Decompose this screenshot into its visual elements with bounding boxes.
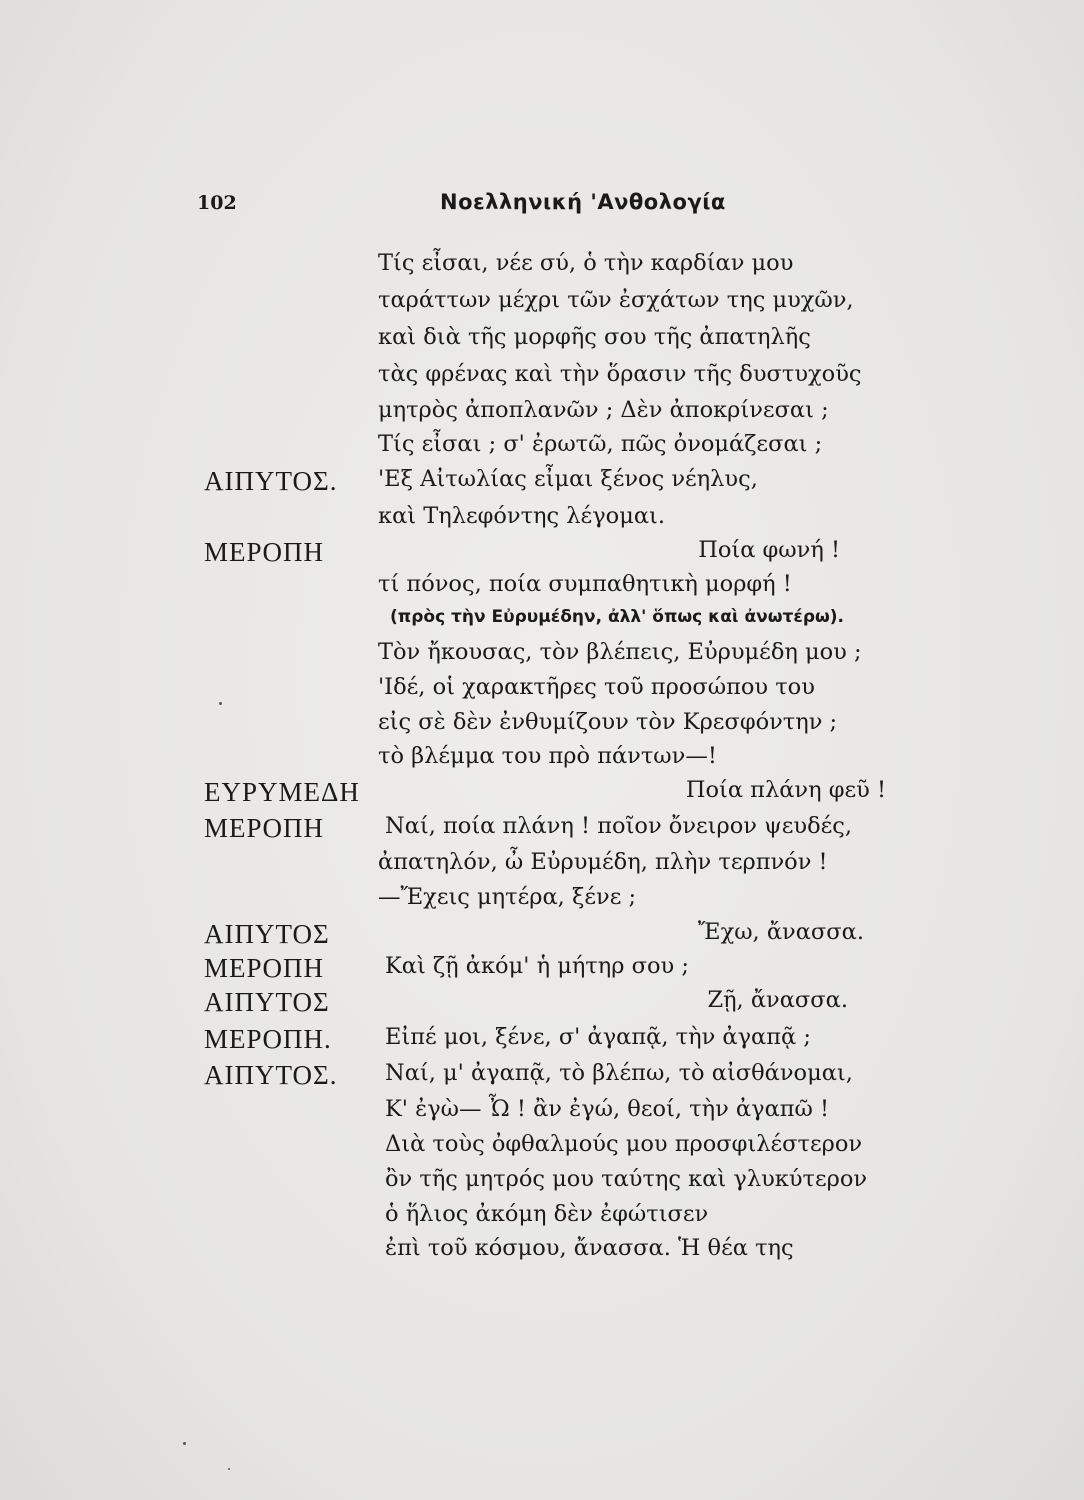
verse-line bbox=[0, 639, 1084, 673]
verse-line bbox=[0, 466, 1084, 500]
verse-text: καὶ Τηλεφόντης λέγομαι. bbox=[378, 503, 665, 529]
speaker-name: ΜΕΡΟΠΗ bbox=[204, 813, 325, 843]
speaker-name: ΕΥΡΥΜΕΔΗ bbox=[204, 777, 360, 807]
print-speck bbox=[219, 702, 222, 705]
verse-text: ὁ ἥλιος ἀκόμη δὲν ἐφώτισεν bbox=[385, 1201, 709, 1227]
speaker-name: ΜΕΡΟΠΗ. bbox=[204, 1024, 332, 1054]
speaker-name: ΑΙΠΥΤΟΣ bbox=[204, 987, 330, 1017]
verse-text: τί πόνος, ποία συμπαθητικὴ μορφή ! bbox=[378, 571, 792, 597]
verse-line bbox=[0, 571, 1084, 605]
verse-text: Τίς εἶσαι, νέε σύ, ὁ τὴν καρδίαν μου bbox=[378, 250, 794, 276]
print-speck bbox=[228, 1468, 230, 1470]
verse-text: ταράττων μέχρι τῶν ἐσχάτων της μυχῶν, bbox=[378, 287, 854, 313]
verse-text: καὶ διὰ τῆς μορφῆς σου τῆς ἀπατηλῆς bbox=[378, 324, 811, 350]
verse-line bbox=[0, 813, 1084, 847]
verse-text: τὸ βλέμμα του πρὸ πάντων—! bbox=[378, 743, 717, 769]
verse-text: τὰς φρένας καὶ τὴν ὅρασιν τῆς δυστυχοῦς bbox=[378, 361, 862, 387]
verse-text: Ποία φωνή ! bbox=[698, 537, 840, 563]
verse-line bbox=[0, 324, 1084, 358]
verse-line bbox=[0, 953, 1084, 987]
stage-direction-line bbox=[0, 603, 1084, 637]
speaker-name: ΜΕΡΟΠΗ bbox=[204, 953, 325, 983]
verse-text: Ζῇ, ἄνασσα. bbox=[707, 987, 848, 1013]
verse-line bbox=[0, 1201, 1084, 1235]
verse-line bbox=[0, 1131, 1084, 1165]
verse-text: Κ' ἐγὼ— Ὦ ! ἂν ἐγώ, θεοί, τὴν ἀγαπῶ ! bbox=[385, 1096, 830, 1122]
verse-line bbox=[0, 919, 1084, 953]
verse-text: Ναί, μ' ἀγαπᾷ, τὸ βλέπω, τὸ αἰσθάνομαι, bbox=[385, 1060, 853, 1086]
verse-line bbox=[0, 987, 1084, 1021]
running-title: Νοελληνική 'Ανθολογία bbox=[440, 190, 726, 214]
page-header bbox=[0, 190, 1084, 220]
verse-line bbox=[0, 503, 1084, 537]
verse-text: 'Ιδέ, οἱ χαρακτῆρες τοῦ προσώπου του bbox=[378, 674, 815, 700]
speaker-name: ΑΙΠΥΤΟΣ bbox=[204, 919, 330, 949]
verse-line bbox=[0, 884, 1084, 918]
verse-line bbox=[0, 250, 1084, 284]
verse-line bbox=[0, 674, 1084, 708]
verse-text: 'Εξ Αἰτωλίας εἶμαι ξένος νέηλυς, bbox=[378, 466, 758, 492]
verse-line bbox=[0, 743, 1084, 777]
verse-line bbox=[0, 709, 1084, 743]
verse-text: ἀπατηλόν, ὦ Εὐρυμέδη, πλὴν τερπνόν ! bbox=[378, 849, 828, 875]
page-number: 102 bbox=[197, 192, 237, 214]
verse-line bbox=[0, 1096, 1084, 1130]
verse-text: Καὶ ζῇ ἀκόμ' ἡ μήτηρ σου ; bbox=[385, 953, 689, 979]
verse-text: Ναί, ποία πλάνη ! ποῖον ὄνειρον ψευδές, bbox=[385, 813, 853, 839]
speaker-name: ΑΙΠΥΤΟΣ. bbox=[204, 466, 338, 496]
verse-line bbox=[0, 431, 1084, 465]
verse-line bbox=[0, 777, 1084, 811]
verse-text: εἰς σὲ δὲν ἐνθυμίζουν τὸν Κρεσφόντην ; bbox=[378, 709, 838, 735]
verse-text: Ἔχω, ἄνασσα. bbox=[697, 919, 864, 945]
verse-line bbox=[0, 1166, 1084, 1200]
verse-text: ἐπὶ τοῦ κόσμου, ἄνασσα. Ἡ θέα της bbox=[385, 1235, 794, 1261]
verse-line bbox=[0, 537, 1084, 571]
speaker-name: ΑΙΠΥΤΟΣ. bbox=[204, 1060, 338, 1090]
verse-text: Διὰ τοὺς ὀφθαλμούς μου προσφιλέστερον bbox=[385, 1131, 863, 1157]
verse-line bbox=[0, 397, 1084, 431]
stage-direction: (πρὸς τὴν Εὐρυμέδην, ἀλλ' ὅπως καὶ ἀνωτέρω). bbox=[390, 607, 844, 627]
verse-line bbox=[0, 1060, 1084, 1094]
verse-text: Ποία πλάνη φεῦ ! bbox=[685, 777, 886, 803]
print-speck bbox=[183, 1442, 186, 1445]
verse-text: —Ἔχεις μητέρα, ξένε ; bbox=[378, 884, 637, 910]
verse-text: Τὸν ἤκουσας, τὸν βλέπεις, Εὐρυμέδη μου ; bbox=[378, 639, 862, 665]
verse-text: ὂν τῆς μητρός μου ταύτης καὶ γλυκύτερον bbox=[385, 1166, 868, 1192]
verse-line bbox=[0, 849, 1084, 883]
verse-text: μητρὸς ἀποπλανῶν ; Δὲν ἀποκρίνεσαι ; bbox=[378, 397, 829, 423]
verse-line bbox=[0, 1235, 1084, 1269]
verse-text: Τίς εἶσαι ; σ' ἐρωτῶ, πῶς ὀνομάζεσαι ; bbox=[378, 431, 823, 457]
verse-line bbox=[0, 1024, 1084, 1058]
verse-text: Εἰπέ μοι, ξένε, σ' ἀγαπᾷ, τὴν ἀγαπᾷ ; bbox=[385, 1024, 811, 1050]
verse-line bbox=[0, 361, 1084, 395]
verse-line bbox=[0, 287, 1084, 321]
speaker-name: ΜΕΡΟΠΗ bbox=[204, 537, 325, 567]
